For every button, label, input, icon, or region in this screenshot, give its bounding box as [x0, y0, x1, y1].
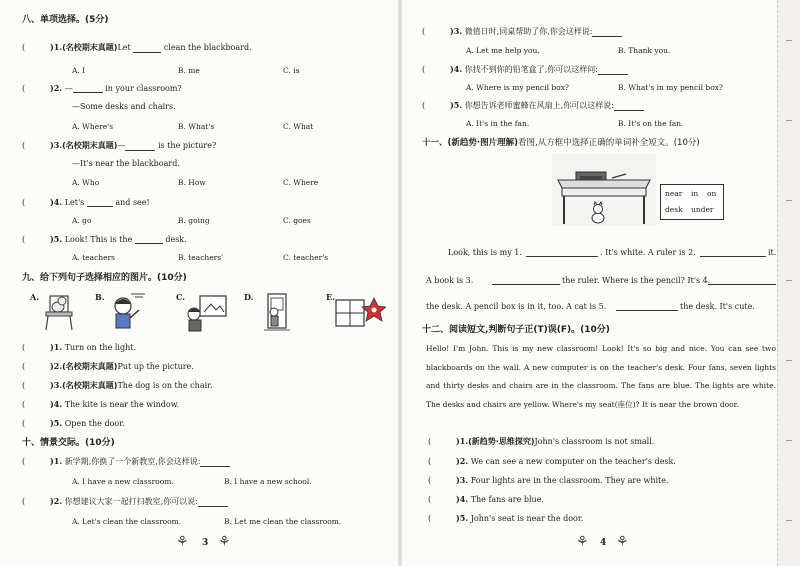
question-9-1: ( )1. Turn on the light. [22, 342, 136, 352]
picture-label: D. [244, 292, 254, 302]
answer-blank-3[interactable] [492, 284, 560, 285]
question-text: 新学期,你换了一个新教室,你会这样说: [64, 457, 201, 466]
question-8-5: ( )5. Look! This is the desk. [22, 234, 187, 244]
question-text: 你想建议大家一起打扫教室,你可以说: [64, 497, 198, 506]
question-text: and see! [115, 198, 150, 207]
answer-blank[interactable] [133, 43, 161, 53]
dog-on-chair-picture [38, 292, 84, 332]
option: B. going [178, 216, 210, 225]
question-tag: (名校期末真题) [62, 362, 118, 371]
option: A. I have a new classroom. [72, 477, 174, 486]
question-text: desk. [165, 235, 187, 244]
question-text: Let [117, 43, 131, 52]
option: B. It's on the fan. [618, 119, 684, 128]
question-tag: (名校期末真题) [62, 381, 118, 390]
answer-blank[interactable] [614, 101, 644, 111]
question-12-3: ( )3. Four lights are in the classroom. They are white. [428, 475, 669, 485]
question-text: — [64, 84, 73, 93]
question-9-5: ( )5. Open the door. [22, 418, 125, 428]
picture-label: E. [326, 292, 335, 302]
question-number: )4. [450, 64, 463, 74]
question-9-3: ( )3.(名校期末真题)The dog is on the chair. [22, 380, 213, 390]
question-number: )5. [50, 418, 63, 428]
question-9-4: ( )4. The kite is near the window. [22, 399, 180, 409]
answer-blank[interactable] [198, 497, 228, 507]
question-12-2: ( )2. We can see a new computer on the teacher's desk. [428, 456, 676, 466]
option: A. Who [72, 178, 100, 187]
answer-blank-1[interactable] [526, 256, 598, 257]
question-tag: (名校期末真题) [62, 141, 118, 150]
question-text: 你找不到你的铅笔盒了,你可以这样问: [464, 65, 598, 74]
answer-blank[interactable] [73, 83, 103, 93]
option: B. me [178, 66, 200, 75]
desk-cat-picture [552, 154, 656, 226]
question-number: )5. [50, 234, 63, 244]
question-8-3-reply: —It's near the blackboard. [72, 159, 180, 168]
section-title-text: 看图,从方框中选择正确的单词补全短文。(10分) [518, 138, 700, 148]
question-10-2: ( )2. 你想建议大家一起打扫教室,你可以说: [22, 496, 228, 507]
option: C. goes [283, 216, 311, 225]
word-bank-word: on [707, 189, 717, 198]
page-number: 4 [600, 538, 607, 548]
option: B. Thank you. [618, 46, 671, 55]
option: A. go [72, 216, 92, 225]
question-number: )1. [50, 342, 63, 352]
question-number: )2. [50, 83, 63, 93]
question-8-3: ( )3.(名校期末真题)— is the picture? [22, 140, 217, 150]
answer-blank[interactable] [598, 65, 628, 75]
question-text: Put up the picture. [117, 362, 194, 371]
question-number: )3. [456, 475, 469, 485]
binding-edge [777, 0, 800, 566]
question-10-3: ( )3. 微值日时,同桌帮助了你,你会这样说: [422, 26, 622, 37]
option: B. Let me clean the classroom. [224, 517, 342, 526]
word-bank-word: desk [665, 205, 683, 214]
question-number: )3. [450, 26, 463, 36]
option: C. teacher's [283, 253, 329, 262]
leaf-ornament-icon: ⚘ [616, 534, 629, 550]
page-number: 3 [202, 538, 209, 548]
word-bank-word: in [691, 189, 699, 198]
picture-label: C. [176, 292, 186, 302]
window-kite-picture [334, 294, 386, 332]
option: A. Where's [72, 122, 114, 131]
question-12-4: ( )4. The fans are blue. [428, 494, 544, 504]
word-bank-word: under [691, 205, 714, 214]
question-number: )1. [50, 456, 63, 466]
option: B. What's [178, 122, 215, 131]
section-title-tag: (新趋势·图片理解) [447, 138, 519, 148]
option: A. Let me help you. [466, 46, 540, 55]
question-text: 你想告诉老师蜜蜂在风扇上,你可以这样说: [464, 101, 614, 110]
option: A. I [72, 66, 86, 75]
leaf-ornament-icon: ⚘ [576, 534, 589, 550]
answer-blank-5[interactable] [616, 310, 678, 311]
question-number: )4. [50, 197, 63, 207]
fill-line-1-start: Look, this is my 1. [448, 248, 522, 257]
section-9-title: 九、给下列句子选择相应的图片。(10分) [22, 273, 187, 283]
question-text: John's seat is near the door. [470, 514, 584, 523]
fill-line-1-mid: . It's white. A ruler is 2. [600, 248, 696, 257]
option: A. Where is my pencil box? [466, 83, 569, 92]
section-8-title: 八、单项选择。(5分) [22, 15, 109, 25]
option: B. What's in my pencil box? [618, 83, 723, 92]
fill-line-1-end: it. [768, 248, 777, 257]
answer-blank-2[interactable] [700, 256, 766, 257]
light-picture [103, 292, 151, 332]
question-text: 微值日时,同桌帮助了你,你会这样说: [464, 27, 593, 36]
question-number: )4. [50, 399, 63, 409]
option: C. Where [283, 178, 319, 187]
question-text: The dog is on the chair. [117, 381, 213, 390]
option: A. Let's clean the classroom. [72, 517, 182, 526]
right-page [402, 0, 800, 566]
question-text: — [117, 141, 126, 150]
question-number: )5. [450, 100, 463, 110]
word-bank [660, 184, 724, 220]
picture-on-wall-picture [184, 292, 234, 332]
option: A. teachers [72, 253, 116, 262]
question-text: clean the blackboard. [163, 43, 252, 52]
question-number: )1. [50, 42, 63, 52]
fill-line-3-end: the desk. It's cute. [680, 302, 755, 311]
option: B. How [178, 178, 206, 187]
answer-blank[interactable] [87, 197, 113, 207]
fill-line-2-start: A book is 3. [426, 276, 474, 285]
question-text: Look! This is the [64, 235, 133, 244]
question-tag: (新趋势·思维探究) [468, 437, 535, 446]
question-number: )2. [50, 361, 63, 371]
option: A. It's in the fan. [466, 119, 530, 128]
option: C. is [283, 66, 300, 75]
answer-blank[interactable] [135, 234, 163, 244]
answer-blank[interactable] [592, 27, 622, 37]
answer-blank[interactable] [125, 141, 155, 151]
left-page [0, 0, 398, 566]
question-text: We can see a new computer on the teacher's desk. [470, 457, 676, 466]
question-12-1: ( )1.(新趋势·思维探究)John's classroom is not small. [428, 436, 655, 446]
question-number: )5. [456, 513, 469, 523]
option: B. teachers' [178, 253, 224, 262]
section-10-title: 十、情景交际。(10分) [22, 438, 115, 448]
question-10-5: ( )5. 你想告诉老师蜜蜂在风扇上,你可以这样说: [422, 100, 644, 111]
question-tag: (名校期末真题) [62, 43, 118, 52]
answer-blank[interactable] [200, 457, 230, 467]
leaf-ornament-icon: ⚘ [218, 534, 231, 550]
question-number: )2. [456, 456, 469, 466]
question-10-1: ( )1. 新学期,你换了一个新教室,你会这样说: [22, 456, 230, 467]
section-title-prefix: 十一、 [422, 138, 448, 148]
question-10-4: ( )4. 你找不到你的铅笔盒了,你可以这样问: [422, 64, 628, 75]
question-text: is the picture? [158, 141, 217, 150]
question-8-1: ( )1.(名校期末真题)Let clean the blackboard. [22, 42, 252, 52]
leaf-ornament-icon: ⚘ [176, 534, 189, 550]
reading-passage: Hello! I'm John. This is my new classroom! Look! It's so big and nice. You can see two blackboards on the wall. A new computer is on the teacher's desk. Four fans, seven lights and thirty desks and chairs are in the classroom. The fans are blue. The lights are white. The desks and chairs are yellow. Where's my seat(座位)? It is near the brown door. [426, 344, 776, 409]
picture-label: A. [30, 292, 39, 302]
word-bank-word: near [665, 189, 683, 198]
answer-blank-4[interactable] [708, 284, 776, 285]
question-text: Let's [64, 198, 85, 207]
fill-line-3-start: the desk. A pencil box is in it, too. A cat is 5. [426, 302, 607, 311]
door-picture [260, 292, 296, 334]
question-text: in your classroom? [105, 84, 182, 93]
section-12-title: 十二、阅读短文,判断句子正(T)误(F)。(10分) [422, 325, 610, 335]
question-number: )3. [50, 140, 63, 150]
picture-label: B. [95, 292, 105, 302]
question-text: John's classroom is not small. [534, 437, 655, 446]
question-12-5: ( )5. John's seat is near the door. [428, 513, 584, 523]
question-8-4: ( )4. Let's and see! [22, 197, 150, 207]
question-number: )3. [50, 380, 63, 390]
section-11-title [422, 136, 700, 148]
question-text: The kite is near the window. [64, 400, 180, 409]
option: B. I have a new school. [224, 477, 312, 486]
fill-line-2-mid: the ruler. Where is the pencil? It's 4. [562, 276, 711, 285]
question-number: )4. [456, 494, 469, 504]
question-number: )1. [456, 436, 469, 446]
question-text: The fans are blue. [470, 495, 544, 504]
question-text: Open the door. [64, 419, 125, 428]
question-8-2-reply: —Some desks and chairs. [72, 102, 176, 111]
question-8-2: ( )2. — in your classroom? [22, 83, 182, 93]
question-number: )2. [50, 496, 63, 506]
question-9-2: ( )2.(名校期末真题)Put up the picture. [22, 361, 194, 371]
question-text: Turn on the light. [64, 343, 136, 352]
option: C. What [283, 122, 314, 131]
question-text: Four lights are in the classroom. They are white. [470, 476, 669, 485]
